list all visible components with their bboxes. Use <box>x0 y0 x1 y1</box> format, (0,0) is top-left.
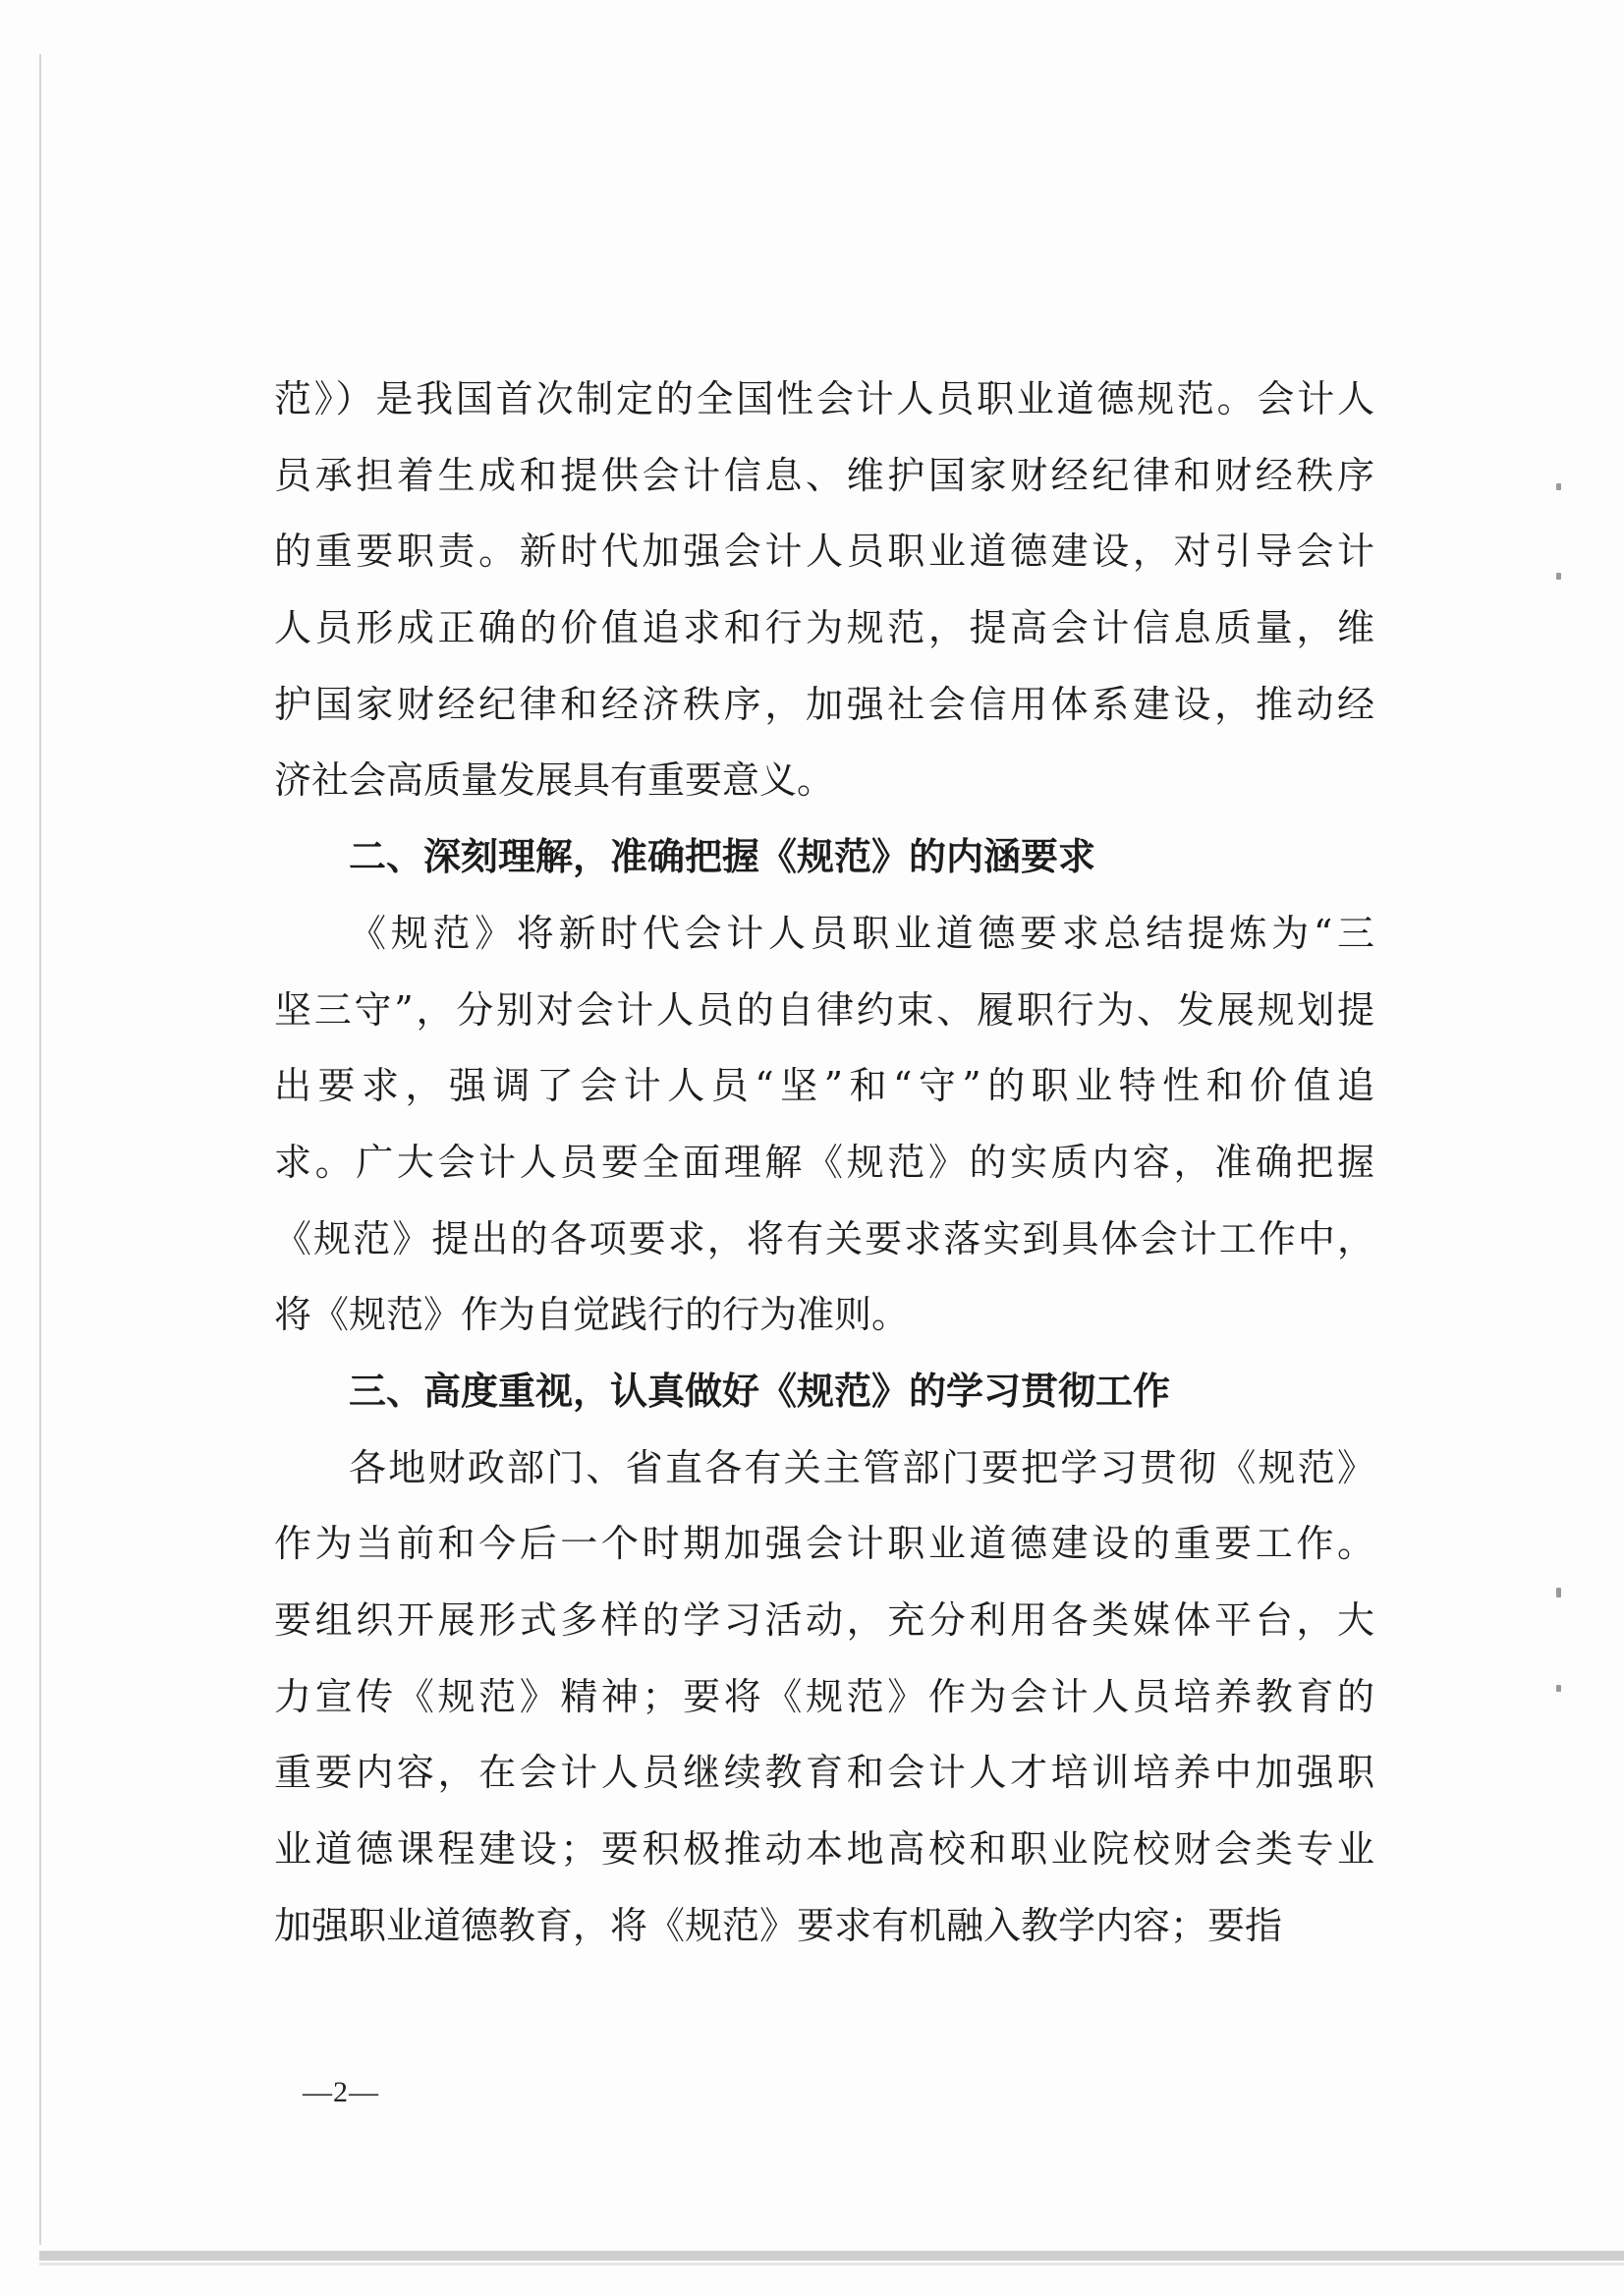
scan-speck <box>1556 1588 1561 1597</box>
section-heading <box>274 1354 1374 1430</box>
text-line: 业道德课程建设；要积极推动本地高校和职业院校财会类专业 <box>274 1827 1374 1872</box>
body-paragraph <box>274 362 1374 819</box>
text-line: 作为当前和今后一个时期加强会计职业道德建设的重要工作。 <box>274 1522 1374 1566</box>
body-paragraph <box>274 896 1374 1354</box>
text-line: 坚三守”，分别对会计人员的自律约束、履职行为、发展规划提 <box>274 987 1374 1032</box>
text-line: 的重要职责。新时代加强会计人员职业道德建设，对引导会计 <box>274 530 1374 574</box>
scan-speck <box>1556 483 1561 490</box>
text-line: 求。广大会计人员要全面理解《规范》的实质内容，准确把握 <box>274 1140 1374 1184</box>
text-line: 员承担着生成和提供会计信息、维护国家财经纪律和财经秩序 <box>274 453 1374 497</box>
scan-left-edge <box>39 54 41 2245</box>
text-line: 护国家财经纪律和经济秩序，加强社会信用体系建设，推动经 <box>274 682 1374 726</box>
section-heading <box>274 819 1374 896</box>
scan-speck <box>1556 1685 1561 1692</box>
text-line: 范》）是我国首次制定的全国性会计人员职业道德规范。会计人 <box>274 377 1374 420</box>
text-line: 加强职业道德教育，将《规范》要求有机融入教学内容；要指 <box>274 1903 1283 1947</box>
text-line: 出要求，强调了会计人员“坚”和“守”的职业特性和价值追 <box>274 1064 1374 1108</box>
text-line: 重要内容，在会计人员继续教育和会计人才培训培养中加强职 <box>274 1751 1374 1795</box>
body-paragraph <box>274 1430 1374 1965</box>
text-line: 《规范》提出的各项要求，将有关要求落实到具体会计工作中， <box>274 1216 1374 1260</box>
scan-speck <box>1556 573 1561 580</box>
scan-bottom-edge-shadow <box>39 2263 1624 2266</box>
text-line: 各地财政部门、省直各有关主管部门要把学习贯彻《规范》 <box>349 1445 1374 1489</box>
scan-bottom-edge <box>39 2251 1624 2261</box>
text-line: 将《规范》作为自觉践行的行为准则。 <box>274 1293 910 1337</box>
text-line: 人员形成正确的价值追求和行为规范，提高会计信息质量，维 <box>274 606 1374 650</box>
text-line: 《规范》将新时代会计人员职业道德要求总结提炼为“三 <box>349 911 1374 955</box>
text-line: 要组织开展形式多样的学习活动，充分利用各类媒体平台，大 <box>274 1598 1374 1642</box>
document-body <box>274 362 1374 1964</box>
heading-line: 二、深刻理解，准确把握《规范》的内涵要求 <box>349 835 1096 879</box>
text-line: 力宣传《规范》精神；要将《规范》作为会计人员培养教育的 <box>274 1674 1374 1718</box>
text-line: 济社会高质量发展具有重要意义。 <box>274 758 835 803</box>
page-number: —2— <box>303 2076 379 2108</box>
heading-line: 三、高度重视，认真做好《规范》的学习贯彻工作 <box>349 1369 1171 1413</box>
